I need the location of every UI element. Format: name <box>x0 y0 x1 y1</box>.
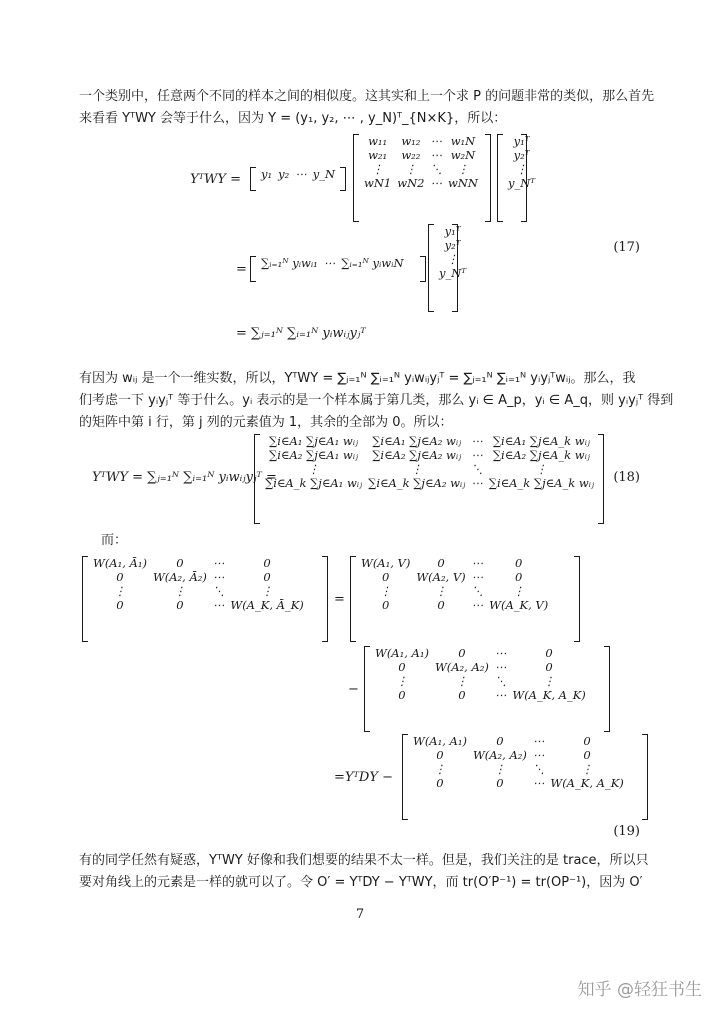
w-matrix-cell: ⋯ <box>430 134 442 148</box>
cut-matrix-cell: 0 <box>263 570 271 584</box>
volume-matrix-cell: 0 <box>382 570 390 584</box>
volume-matrix-cell: 0 <box>382 598 390 612</box>
eq19-line3-lhs: =YᵀDY − <box>334 770 393 785</box>
paragraph-3 <box>79 850 651 894</box>
block-sum-cell: ∑i∈A₂ ∑j∈A_k wᵢⱼ <box>492 448 590 462</box>
matrix-row <box>90 584 307 598</box>
matrix-row <box>90 570 307 584</box>
matrix-row <box>410 734 627 748</box>
assoc-matrix-cell: ⋱ <box>532 762 545 776</box>
assoc-matrix-cell: ⋯ <box>532 776 545 790</box>
col-vector-cell: y_Nᵀ <box>508 176 536 190</box>
block-sum-cell: ⋮ <box>410 462 423 476</box>
block-sum-cell: ∑i∈A₂ ∑j∈A₂ wᵢⱼ <box>372 448 462 462</box>
matrix-row <box>90 598 307 612</box>
assoc-matrix-cell: ⋮ <box>494 762 506 776</box>
block-sum-cell: ⋯ <box>471 448 483 462</box>
para2-line2: 们考虑一下 yᵢyⱼᵀ 等于什么。yᵢ 表示的是一个样本属于第几类，那么 yᵢ ∈ A_p，yᵢ ∈ A_q，则 yᵢyⱼᵀ 得到 <box>79 393 674 408</box>
assoc-matrix-cell: 0 <box>398 688 406 702</box>
assoc-matrix-cell: 0 <box>545 646 553 660</box>
matrix-row <box>505 148 538 162</box>
matrix-row <box>372 688 589 702</box>
block-sum-cell: ⋱ <box>471 462 483 476</box>
matrix-row <box>505 134 538 148</box>
cut-matrix-cell: W(A_K, Ā_K) <box>230 598 304 612</box>
volume-matrix-cell: ⋮ <box>512 584 525 598</box>
matrix-row <box>372 674 589 688</box>
w-matrix-cell: w₁₁ <box>368 134 388 148</box>
cut-matrix-cell: ⋯ <box>212 598 225 612</box>
matrix-row <box>410 776 627 790</box>
block-sum-cell: ∑i∈A₂ ∑j∈A₁ wᵢⱼ <box>269 448 359 462</box>
assoc-matrix-cell: W(A₁, A₁) <box>375 646 429 660</box>
er-label: 而： <box>101 533 128 548</box>
block-sum-cell: ∑i∈A₁ ∑j∈A₁ wᵢⱼ <box>269 434 359 448</box>
eq18-number: (18) <box>613 470 640 485</box>
cut-matrix-cell: 0 <box>176 598 184 612</box>
matrix-row <box>358 598 551 612</box>
eq17-line3: = ∑ⱼ₌₁ᴺ ∑ᵢ₌₁ᴺ yᵢwᵢⱼyⱼᵀ <box>236 326 366 341</box>
cut-matrix-cell: ⋮ <box>261 584 273 598</box>
assoc-matrix-cell: ⋮ <box>543 674 555 688</box>
assoc-matrix-cell: ⋯ <box>532 734 545 748</box>
w-matrix-cell: ⋱ <box>430 162 442 176</box>
cut-matrix-cell: W(A₁, Ā₁) <box>93 556 147 570</box>
assoc-matrix-cell: 0 <box>436 748 444 762</box>
eq17-lhs: YᵀWY = <box>190 172 242 187</box>
matrix-row <box>361 176 481 190</box>
sum-row-cell: ∑ᵢ₌₁ᴺ yᵢwᵢN <box>341 256 404 270</box>
matrix-row <box>372 660 589 674</box>
matrix-row <box>262 476 597 490</box>
block-sum-cell: ∑i∈A₁ ∑j∈A_k wᵢⱼ <box>492 434 590 448</box>
matrix-row <box>262 462 597 476</box>
eq19-eq-sign: = <box>334 592 345 607</box>
eq19-a2-matrix <box>402 734 648 820</box>
volume-matrix-cell: ⋯ <box>471 598 484 612</box>
assoc-matrix-cell: 0 <box>458 646 466 660</box>
matrix-row <box>436 266 469 280</box>
cut-matrix-cell: 0 <box>176 556 184 570</box>
col-vector-cell: y₁ᵀ <box>444 224 461 238</box>
assoc-matrix-cell: ⋯ <box>494 646 507 660</box>
w-matrix-cell: ⋯ <box>430 148 442 162</box>
cut-matrix-cell: ⋯ <box>212 556 225 570</box>
volume-matrix-cell: 0 <box>437 598 445 612</box>
assoc-matrix-cell: 0 <box>496 776 504 790</box>
w-matrix-cell: w₂₁ <box>368 148 388 162</box>
matrix-row <box>410 762 627 776</box>
zhihu-logo: 知乎 <box>577 980 612 1000</box>
volume-matrix-cell: ⋮ <box>435 584 447 598</box>
assoc-matrix-cell: W(A_K, A_K) <box>512 688 586 702</box>
assoc-matrix-cell: 0 <box>436 776 444 790</box>
matrix-row <box>358 556 551 570</box>
eq19-v-matrix <box>350 556 580 642</box>
eq18-lhs: YᵀWY = ∑ⱼ₌₁ᴺ ∑ᵢ₌₁ᴺ yᵢwᵢⱼyⱼᵀ = <box>92 470 277 485</box>
row-vector-cell: y₁ <box>261 167 273 181</box>
volume-matrix-cell: 0 <box>515 570 523 584</box>
assoc-matrix-cell: 0 <box>458 688 466 702</box>
block-sum-cell: ⋯ <box>471 434 483 448</box>
para2-line1: 有因为 wᵢⱼ 是一个一维实数，所以，YᵀWY = ∑ⱼ₌₁ᴺ ∑ᵢ₌₁ᴺ yᵢwᵢⱼyⱼᵀ = ∑ⱼ₌₁ᴺ ∑ᵢ₌₁ᴺ yᵢyⱼᵀwᵢⱼ。那么，我 <box>79 371 636 386</box>
w-matrix-cell: wN1 <box>364 176 392 190</box>
eq17-row-vector <box>250 167 346 191</box>
volume-matrix-cell: ⋯ <box>471 556 484 570</box>
matrix-row <box>372 646 589 660</box>
row-vector-cell: ⋯ <box>295 167 307 181</box>
assoc-matrix-cell: ⋯ <box>494 688 507 702</box>
volume-matrix-cell: ⋮ <box>379 584 392 598</box>
cut-matrix-cell: 0 <box>263 556 271 570</box>
para2-line3: 的矩阵中第 i 行，第 j 列的元素值为 1，其余的全部为 0。所以： <box>79 415 453 430</box>
col-vector-cell: y₂ᵀ <box>513 148 530 162</box>
eq17-col-vector-2 <box>428 224 467 312</box>
w-matrix-cell: ⋯ <box>430 176 442 190</box>
paragraph-1 <box>79 86 655 130</box>
row-vector-cell: y₂ <box>278 167 290 181</box>
block-sum-cell: ⋮ <box>307 462 320 476</box>
assoc-matrix-cell: W(A₂, A₂) <box>434 660 489 674</box>
w-matrix-cell: ⋮ <box>405 162 417 176</box>
assoc-matrix-cell: 0 <box>583 748 591 762</box>
eq17-sum-row <box>250 256 426 282</box>
watermark <box>578 975 702 1000</box>
assoc-matrix-cell: ⋯ <box>532 748 545 762</box>
matrix-row <box>436 252 469 266</box>
w-matrix-cell: wN2 <box>397 176 425 190</box>
matrix-row <box>358 570 551 584</box>
assoc-matrix-cell: W(A_K, A_K) <box>550 776 624 790</box>
eq17-line2-eq: = <box>236 262 247 277</box>
assoc-matrix-cell: 0 <box>545 660 553 674</box>
volume-matrix-cell: W(A₂, V) <box>416 570 466 584</box>
matrix-row <box>262 448 597 462</box>
matrix-row <box>361 148 481 162</box>
para1-line1: 一个类别中，任意两个不同的样本之间的相似度。这其实和上一个求 P 的问题非常的类似，那么首先 <box>79 89 655 104</box>
block-sum-cell: ∑i∈A_k ∑j∈A₂ wᵢⱼ <box>368 476 466 490</box>
matrix-row <box>436 224 469 238</box>
col-vector-cell: y₁ᵀ <box>513 134 530 148</box>
cut-matrix-cell: ⋱ <box>212 584 225 598</box>
volume-matrix-cell: 0 <box>515 556 523 570</box>
cut-matrix-cell: ⋮ <box>114 584 126 598</box>
cut-matrix-cell: ⋯ <box>212 570 225 584</box>
volume-matrix-cell: ⋯ <box>471 570 484 584</box>
volume-matrix-cell: W(A₁, V) <box>361 556 411 570</box>
eq19-number: (19) <box>613 824 640 839</box>
paragraph-2 <box>79 368 674 434</box>
sum-row-cell: ∑ᵢ₌₁ᴺ yᵢwᵢ₁ <box>261 256 318 270</box>
eq18-matrix <box>254 434 604 524</box>
eq17-w-matrix <box>353 134 491 222</box>
assoc-matrix-cell: ⋮ <box>396 674 408 688</box>
assoc-matrix-cell: ⋯ <box>494 660 507 674</box>
matrix-row <box>262 434 597 448</box>
para1-line2: 来看看 YᵀWY 会等于什么，因为 Y = (y₁, y₂, ⋯ , y_N)ᵀ_{N×K}，所以： <box>79 111 507 126</box>
assoc-matrix-cell: 0 <box>583 734 591 748</box>
eq19-left-matrix <box>82 556 328 642</box>
volume-matrix-cell: ⋱ <box>471 584 484 598</box>
assoc-matrix-cell: W(A₁, A₁) <box>413 734 467 748</box>
sum-row-cell: ⋯ <box>323 256 336 270</box>
w-matrix-cell: w₁N <box>450 134 476 148</box>
cut-matrix-cell: W(A₂, Ā₂) <box>152 570 207 584</box>
w-matrix-cell: ⋮ <box>371 162 384 176</box>
col-vector-cell: ⋮ <box>515 162 528 176</box>
w-matrix-cell: ⋮ <box>457 162 469 176</box>
assoc-matrix-cell: W(A₂, A₂) <box>472 748 527 762</box>
matrix-row <box>90 556 307 570</box>
matrix-row <box>505 176 538 190</box>
volume-matrix-cell: 0 <box>437 556 445 570</box>
matrix-row <box>361 162 481 176</box>
col-vector-cell: y₂ᵀ <box>444 238 461 252</box>
assoc-matrix-cell: ⋮ <box>434 762 446 776</box>
assoc-matrix-cell: ⋱ <box>494 674 507 688</box>
eq19-a-matrix <box>364 646 610 732</box>
w-matrix-cell: w₁₂ <box>401 134 421 148</box>
matrix-row <box>358 584 551 598</box>
w-matrix-cell: w₂N <box>450 148 476 162</box>
block-sum-cell: ∑i∈A_k ∑j∈A_k wᵢⱼ <box>488 476 595 490</box>
block-sum-cell: ⋯ <box>471 476 483 490</box>
assoc-matrix-cell: ⋮ <box>581 762 593 776</box>
row-vector-cell: y_N <box>312 167 336 181</box>
matrix-row <box>505 162 538 176</box>
cut-matrix-cell: ⋮ <box>174 584 186 598</box>
block-sum-cell: ⋮ <box>535 462 548 476</box>
matrix-row <box>436 238 469 252</box>
matrix-row <box>410 748 627 762</box>
col-vector-cell: ⋮ <box>446 252 459 266</box>
page-number: 7 <box>355 907 365 922</box>
watermark-author: @轻狂书生 <box>617 980 702 1000</box>
col-vector-cell: y_Nᵀ <box>439 266 467 280</box>
assoc-matrix-cell: 0 <box>496 734 504 748</box>
block-sum-cell: ∑i∈A₁ ∑j∈A₂ wᵢⱼ <box>372 434 462 448</box>
volume-matrix-cell: W(A_K, V) <box>489 598 549 612</box>
cut-matrix-cell: 0 <box>116 570 124 584</box>
eq17-col-vector <box>497 134 536 222</box>
eq19-minus: − <box>348 682 359 697</box>
eq17-number: (17) <box>613 240 640 255</box>
assoc-matrix-cell: 0 <box>398 660 406 674</box>
matrix-row <box>361 134 481 148</box>
assoc-matrix-cell: ⋮ <box>456 674 468 688</box>
cut-matrix-cell: 0 <box>116 598 124 612</box>
para3-line2: 要对角线上的元素是一样的就可以了。令 O′ = YᵀDY − YᵀWY，而 tr(O′P⁻¹) = tr(OP⁻¹)，因为 O′ <box>79 875 643 890</box>
w-matrix-cell: w₂₂ <box>401 148 421 162</box>
para3-line1: 有的同学任然有疑惑，YᵀWY 好像和我们想要的结果不太一样。但是，我们关注的是 trace，所以只 <box>79 853 649 868</box>
block-sum-cell: ∑i∈A_k ∑j∈A₁ wᵢⱼ <box>265 476 363 490</box>
w-matrix-cell: wNN <box>447 176 478 190</box>
